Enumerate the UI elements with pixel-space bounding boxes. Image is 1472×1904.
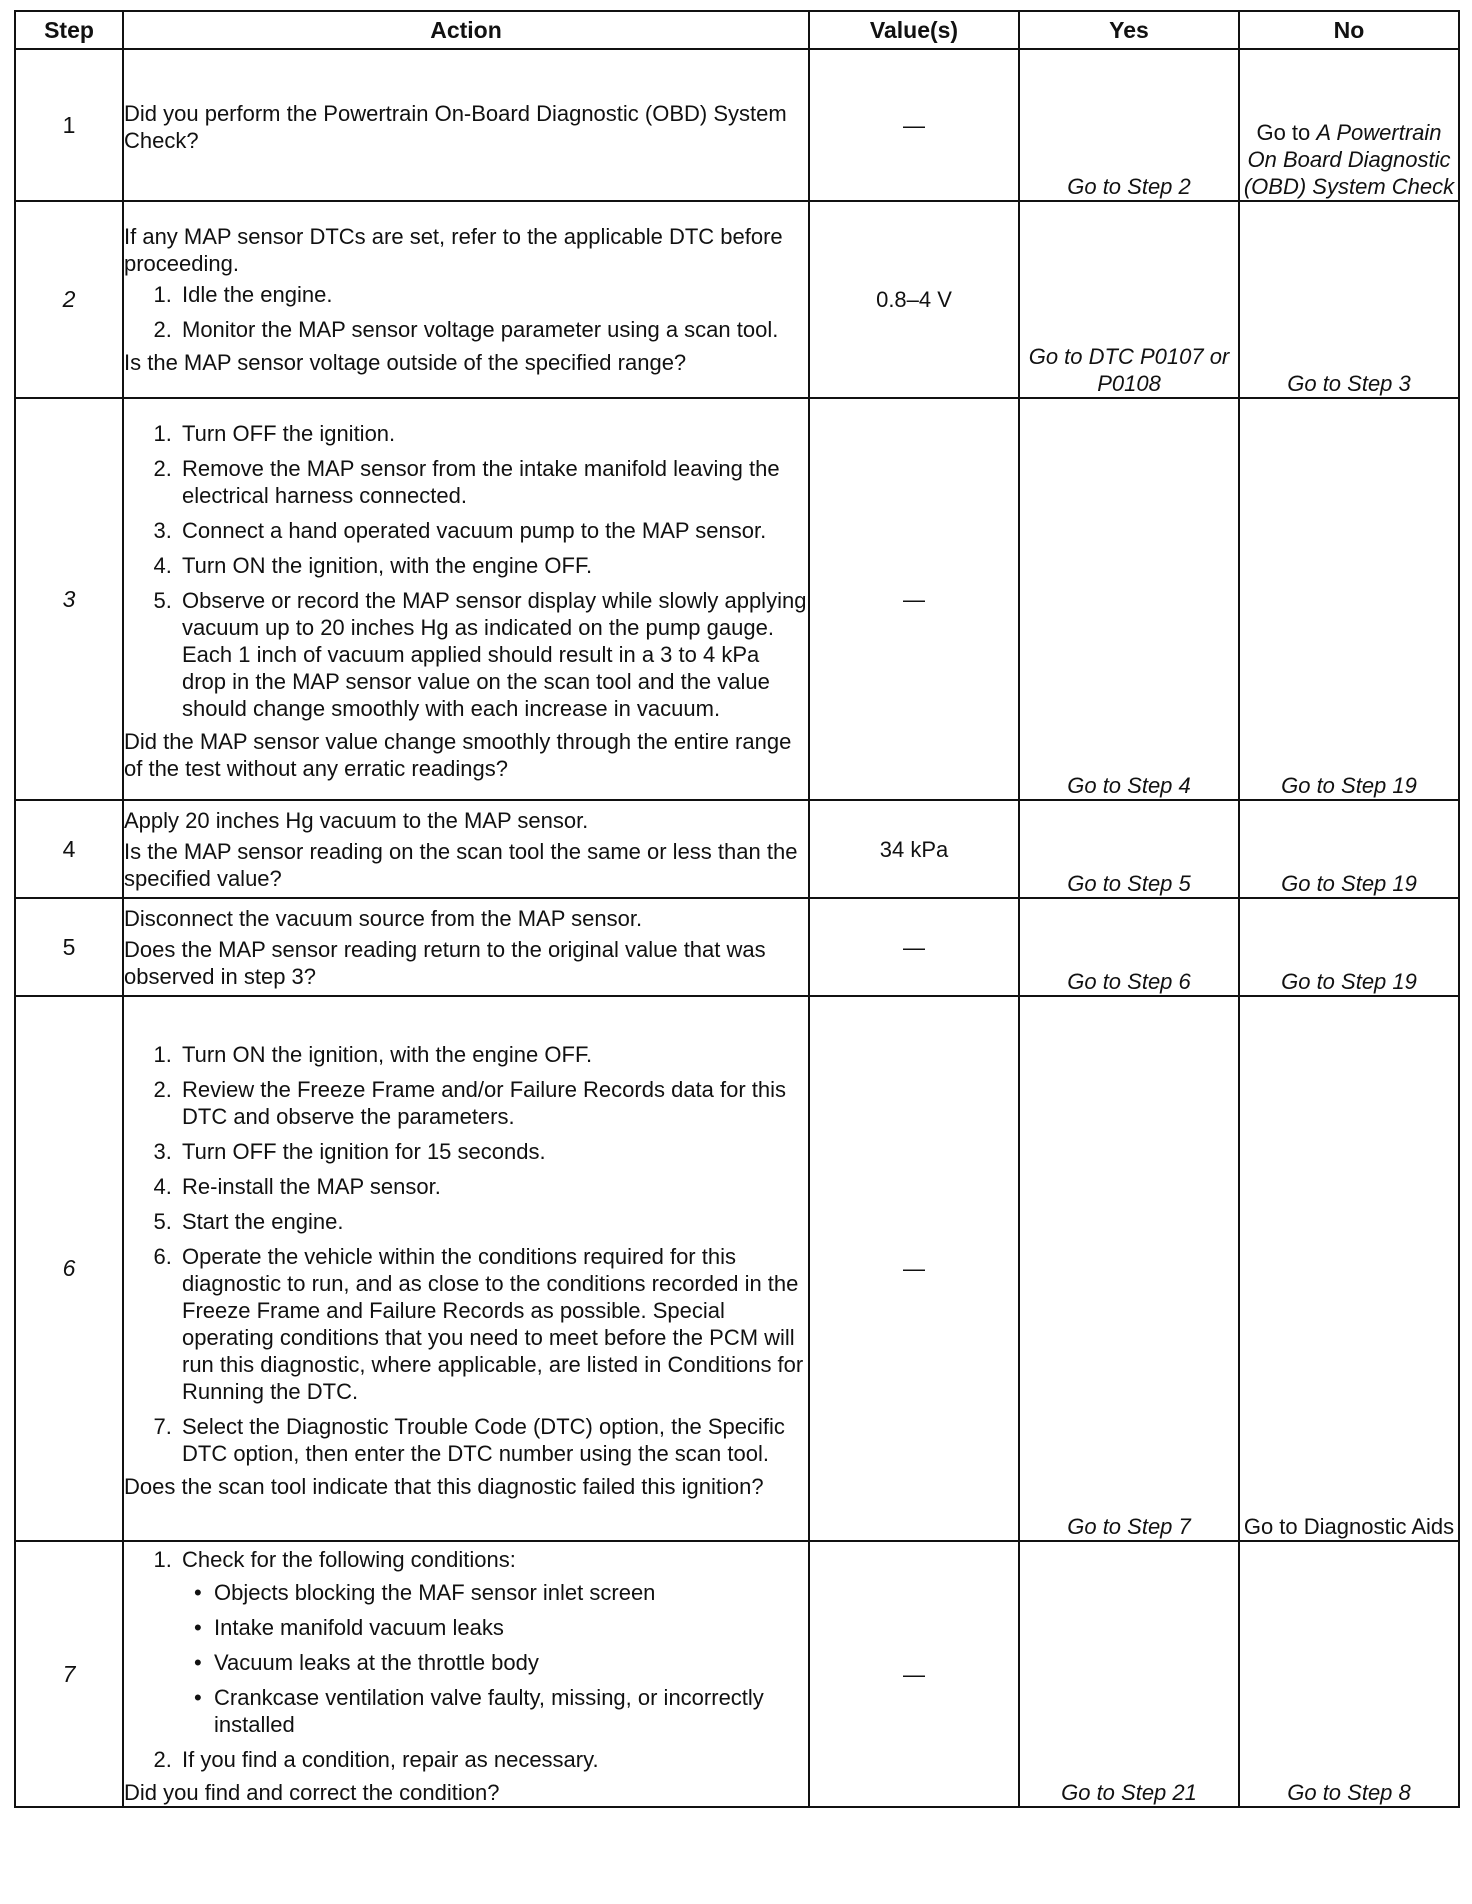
no-cell[interactable]: Go to Step 3 bbox=[1239, 201, 1459, 398]
value-cell: 0.8–4 V bbox=[809, 201, 1019, 398]
step-number: 5 bbox=[15, 898, 123, 996]
action-step-text: Monitor the MAP sensor voltage parameter using a scan tool. bbox=[182, 317, 779, 342]
action-step-text: Turn ON the ignition, with the engine OFF. bbox=[182, 1042, 593, 1067]
action-question: Did you perform the Powertrain On-Board Diagnostic (OBD) System Check? bbox=[124, 101, 787, 153]
step-number: 6 bbox=[15, 996, 123, 1541]
action-question: Does the scan tool indicate that this diagnostic failed this ignition? bbox=[124, 1474, 764, 1499]
header-row bbox=[15, 11, 1459, 49]
action-instruction: Apply 20 inches Hg vacuum to the MAP sensor. bbox=[124, 807, 589, 833]
action-step-text: Select the Diagnostic Trouble Code (DTC) option, the Specific DTC option, then enter the DTC number using the scan tool. bbox=[182, 1414, 785, 1466]
action-step-text: If you find a condition, repair as necessary. bbox=[182, 1747, 599, 1772]
header-step: Step bbox=[15, 11, 123, 49]
action-cell bbox=[123, 398, 809, 800]
step-number: 2 bbox=[15, 201, 123, 398]
value-cell: — bbox=[809, 898, 1019, 996]
step-number: 4 bbox=[15, 800, 123, 898]
action-instruction: If any MAP sensor DTCs are set, refer to the applicable DTC before proceeding. bbox=[124, 224, 783, 276]
action-step bbox=[178, 1546, 808, 1738]
yes-cell[interactable]: Go to Step 7 bbox=[1019, 996, 1239, 1541]
action-cell bbox=[123, 49, 809, 201]
action-step bbox=[178, 1208, 808, 1235]
action-step-text: Observe or record the MAP sensor display while slowly applying vacuum up to 20 inches Hg as indicated on the pump gauge. Each 1 inch of vacuum applied should result in a 3 to 4 kPa drop in the MAP sensor value on the scan tool and the value should change smoothly with each increase in vacuum. bbox=[182, 588, 807, 721]
condition-list bbox=[182, 1579, 808, 1738]
action-step-text: Re-install the MAP sensor. bbox=[182, 1174, 441, 1199]
action-question: Is the MAP sensor voltage outside of the specified range? bbox=[124, 350, 687, 375]
diagnostic-table bbox=[14, 10, 1460, 1808]
action-question: Is the MAP sensor reading on the scan tool the same or less than the specified value? bbox=[124, 838, 798, 891]
no-cell[interactable]: Go to Step 19 bbox=[1239, 800, 1459, 898]
action-step-text: Check for the following conditions: bbox=[182, 1547, 516, 1572]
no-cell[interactable] bbox=[1239, 49, 1459, 201]
action-step bbox=[178, 1076, 808, 1130]
no-cell[interactable]: Go to Step 8 bbox=[1239, 1541, 1459, 1807]
no-cell[interactable]: Go to Diagnostic Aids bbox=[1239, 996, 1459, 1541]
no-prefix: Go to bbox=[1256, 120, 1317, 145]
value-cell: — bbox=[809, 398, 1019, 800]
table-row bbox=[15, 201, 1459, 398]
action-step-text: Idle the engine. bbox=[182, 282, 333, 307]
header-action: Action bbox=[123, 11, 809, 49]
action-question: Did you find and correct the condition? bbox=[124, 1780, 500, 1805]
yes-cell[interactable]: Go to Step 4 bbox=[1019, 398, 1239, 800]
action-step bbox=[178, 420, 808, 447]
table-row bbox=[15, 996, 1459, 1541]
action-cell bbox=[123, 996, 809, 1541]
condition-item: • Vacuum leaks at the throttle body bbox=[212, 1649, 808, 1676]
action-step-text: Operate the vehicle within the conditions required for this diagnostic to run, and as close to the conditions recorded in the Freeze Frame and Failure Records as possible. Special operating conditions that you need to meet before the PCM will run this diagnostic, where applicable, are listed in Conditions for Running the DTC. bbox=[182, 1244, 804, 1404]
action-step bbox=[178, 1138, 808, 1165]
value-cell: — bbox=[809, 1541, 1019, 1807]
action-cell bbox=[123, 898, 809, 996]
action-steps bbox=[124, 1041, 808, 1467]
action-step bbox=[178, 517, 808, 544]
action-cell bbox=[123, 201, 809, 398]
action-cell bbox=[123, 1541, 809, 1807]
no-target: A Powertrain On Board Diagnostic (OBD) System Check bbox=[1243, 120, 1455, 199]
action-question: Did the MAP sensor value change smoothly through the entire range of the test without any erratic readings? bbox=[124, 729, 792, 781]
action-step-text: Remove the MAP sensor from the intake manifold leaving the electrical harness connected. bbox=[182, 456, 780, 508]
action-step bbox=[178, 455, 808, 509]
condition-item: • Crankcase ventilation valve faulty, missing, or incorrectly installed bbox=[212, 1684, 808, 1738]
action-step-text: Turn OFF the ignition. bbox=[182, 421, 396, 446]
action-step-text: Connect a hand operated vacuum pump to the MAP sensor. bbox=[182, 518, 767, 543]
step-number: 1 bbox=[15, 49, 123, 201]
diagnostic-table-wrapper bbox=[14, 10, 1458, 1808]
table-row bbox=[15, 800, 1459, 898]
step-number: 7 bbox=[15, 1541, 123, 1807]
action-steps bbox=[124, 1546, 808, 1773]
action-instruction: Disconnect the vacuum source from the MAP sensor. bbox=[124, 905, 643, 931]
action-step bbox=[178, 587, 808, 722]
action-step-text: Turn ON the ignition, with the engine OFF. bbox=[182, 553, 593, 578]
action-question: Does the MAP sensor reading return to the original value that was observed in step 3? bbox=[124, 936, 766, 989]
header-yes: Yes bbox=[1019, 11, 1239, 49]
yes-cell[interactable]: Go to Step 2 bbox=[1019, 49, 1239, 201]
action-steps bbox=[124, 281, 808, 343]
action-step bbox=[178, 1173, 808, 1200]
yes-cell[interactable]: Go to Step 5 bbox=[1019, 800, 1239, 898]
action-step-text: Start the engine. bbox=[182, 1209, 344, 1234]
action-cell bbox=[123, 800, 809, 898]
action-step bbox=[178, 1746, 808, 1773]
value-cell: — bbox=[809, 49, 1019, 201]
action-step bbox=[178, 316, 808, 343]
no-cell[interactable]: Go to Step 19 bbox=[1239, 898, 1459, 996]
yes-cell[interactable]: Go to DTC P0107 or P0108 bbox=[1019, 201, 1239, 398]
action-step bbox=[178, 552, 808, 579]
action-step bbox=[178, 1243, 808, 1405]
table-row bbox=[15, 1541, 1459, 1807]
yes-cell[interactable]: Go to Step 21 bbox=[1019, 1541, 1239, 1807]
condition-item: • Objects blocking the MAF sensor inlet screen bbox=[212, 1579, 808, 1606]
action-step bbox=[178, 1413, 808, 1467]
action-step bbox=[178, 1041, 808, 1068]
header-values: Value(s) bbox=[809, 11, 1019, 49]
step-number: 3 bbox=[15, 398, 123, 800]
header-no: No bbox=[1239, 11, 1459, 49]
table-row bbox=[15, 398, 1459, 800]
no-cell[interactable]: Go to Step 19 bbox=[1239, 398, 1459, 800]
condition-item: • Intake manifold vacuum leaks bbox=[212, 1614, 808, 1641]
yes-cell[interactable]: Go to Step 6 bbox=[1019, 898, 1239, 996]
value-cell: 34 kPa bbox=[809, 800, 1019, 898]
table-row bbox=[15, 898, 1459, 996]
action-steps bbox=[124, 420, 808, 722]
table-row bbox=[15, 49, 1459, 201]
action-step-text: Review the Freeze Frame and/or Failure Records data for this DTC and observe the parameters. bbox=[182, 1077, 787, 1129]
action-step bbox=[178, 281, 808, 308]
value-cell: — bbox=[809, 996, 1019, 1541]
action-step-text: Turn OFF the ignition for 15 seconds. bbox=[182, 1139, 546, 1164]
